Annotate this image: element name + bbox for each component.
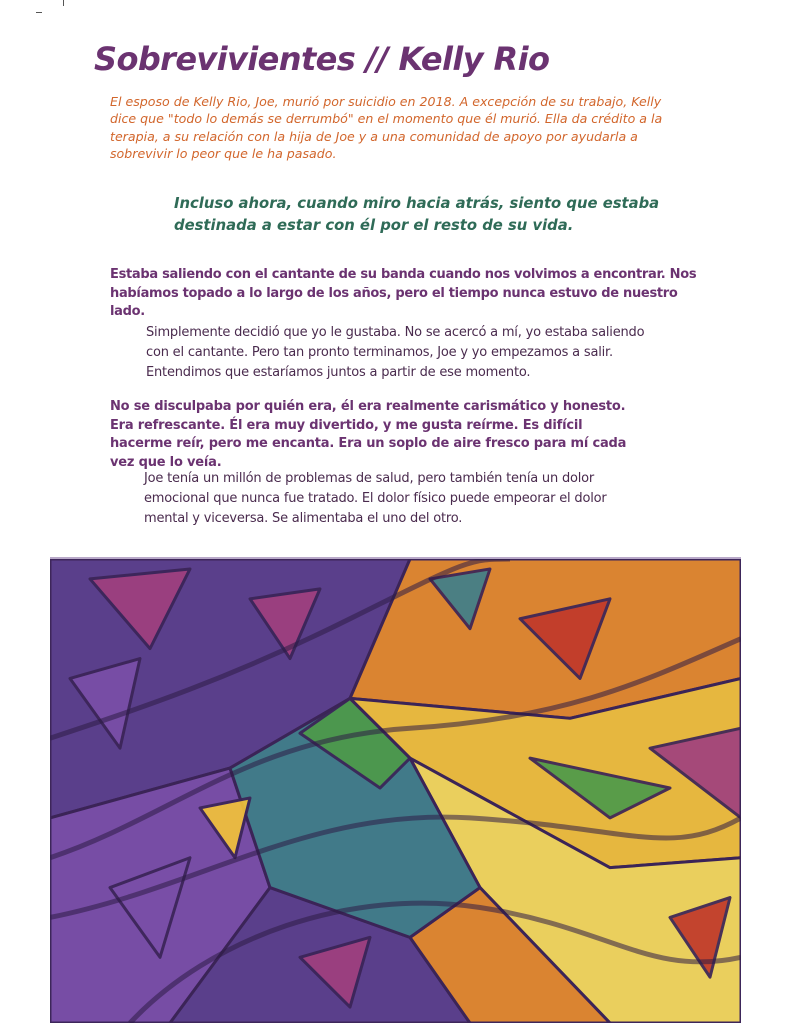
crop-mark-vertical xyxy=(63,0,64,6)
paragraph-3: No se disculpaba por quién era, él era realmente carismático y honesto. Era refrescante. Él era muy divertido, y me gusta reírme. Es difícil hacerme reír, pero me encanta. Era un soplo de aire fresco para mí cada vez que lo veía. xyxy=(110,399,627,470)
paragraph-4: Joe tenía un millón de problemas de salud, pero también tenía un dolor emocional que nunca fue tratado. El dolor físico puede empeorar el dolor mental y viceversa. Se alimentaba el uno del otro. xyxy=(144,471,607,526)
pull-quote: Incluso ahora, cuando miro hacia atrás, siento que estaba destinada a estar con él por el resto de su vida. xyxy=(174,195,660,234)
article-intro: El esposo de Kelly Rio, Joe, murió por suicidio en 2018. A excepción de su trabajo, Kelly dice que "todo lo demás se derrumbó" en el momento que él murió. Ella da crédito a la terapia, a su relación con la hija de Joe y a una comunidad de apoyo por ayudarla a sobrevivir lo peor que le ha pasado. xyxy=(110,94,663,162)
paragraph-1: Estaba saliendo con el cantante de su banda cuando nos volvimos a encontrar. Nos habíamos topado a lo largo de los años, pero el tiempo nunca estuvo de nuestro lado. xyxy=(110,267,697,319)
artwork-illustration xyxy=(50,559,741,1023)
abstract-artwork xyxy=(50,557,741,1023)
crop-mark-horizontal xyxy=(36,12,42,13)
article-title: Sobrevivientes // Kelly Rio xyxy=(94,40,550,78)
paragraph-2: Simplemente decidió que yo le gustaba. No se acercó a mí, yo estaba saliendo con el cantante. Pero tan pronto terminamos, Joe y yo empezamos a salir. Entendimos que estaríamos juntos a partir de ese momento. xyxy=(146,325,645,380)
